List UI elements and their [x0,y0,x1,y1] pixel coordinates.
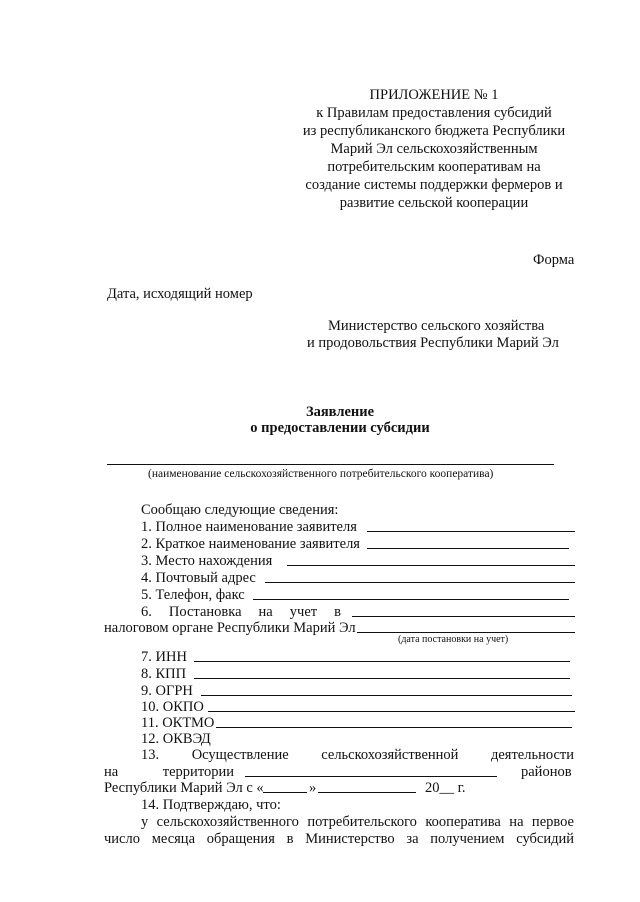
field-4-label: 4. Почтовый адрес [141,570,256,586]
field-12-label: 12. ОКВЭД [141,731,211,747]
field-6-label-a: 6. Постановка на учет в [141,604,341,620]
field-13-line-a: 13. Осуществление сельскохозяйственной деятельности [141,747,574,763]
appendix-header [290,86,578,212]
field-6-line-a[interactable] [352,616,575,617]
date-label: Дата, исходящий номер [107,286,253,302]
field-13-month-line[interactable] [318,792,416,793]
field-14-label: 14. Подтверждаю, что: [141,797,281,813]
addressee-line-2: и продовольствия Республики Марий Эл [307,335,559,351]
appendix-line-1: ПРИЛОЖЕНИЕ № 1 [369,87,499,103]
field-8-label: 8. КПП [141,666,187,682]
field-4-line[interactable] [265,582,575,583]
appendix-line-6: создание системы поддержки фермеров и [305,177,563,193]
field-3-line[interactable] [287,565,575,566]
paragraph-line-1: у сельскохозяйственного потребительского кооператива на первое [141,814,574,830]
appendix-line-3: из республиканского бюджета Республики [302,123,566,139]
field-11-line[interactable] [216,727,572,728]
field-13-day-line[interactable] [263,792,307,793]
title-line-1: Заявление [305,404,375,420]
appendix-line-7: развитие сельской кооперации [339,195,529,211]
field-10-line[interactable] [208,711,575,712]
field-2-label: 2. Краткое наименование заявителя [141,536,360,552]
appendix-line-2: к Правилам предоставления субсидий [316,105,552,121]
field-7-line[interactable] [194,661,570,662]
field-10-label: 10. ОКПО [141,699,204,715]
field-9-label: 9. ОГРН [141,683,193,699]
addressee-line-1: Министерство сельского хозяйства [328,318,545,334]
field-5-line[interactable] [253,599,569,600]
field-6-label-b: налоговом органе Республики Марий Эл [104,620,356,636]
field-13-label-c: Республики Марий Эл с « [104,780,264,796]
field-11-label: 11. ОКТМО [141,715,215,731]
field-1-label: 1. Полное наименование заявителя [141,519,357,535]
appendix-line-5: потребительским кооперативам на [327,159,541,175]
field-6-line-b[interactable] [357,632,575,633]
intro-text: Сообщаю следующие сведения: [141,502,339,518]
coop-name-caption: (наименование сельскохозяйственного потребительского кооператива) [148,468,494,480]
field-2-line[interactable] [367,548,569,549]
appendix-line-4: Марий Эл сельскохозяйственным [330,141,538,157]
field-13-territory-line[interactable] [245,776,497,777]
field-8-line[interactable] [194,678,570,679]
title-line-2: о предоставлении субсидии [250,420,430,436]
field-1-line[interactable] [367,531,575,532]
field-7-label: 7. ИНН [141,649,187,665]
paragraph-line-2: число месяца обращения в Министерство за получением субсидий [104,831,574,847]
field-13-quote-close: » [309,780,317,796]
field-13-districts: районов [521,764,572,780]
field-9-line[interactable] [201,695,572,696]
form-label: Форма [533,252,575,268]
coop-name-line[interactable] [107,464,554,465]
field-13-year: 20__ г. [425,780,466,796]
field-6-caption: (дата постановки на учет) [398,634,509,645]
field-13-label-b: на территории [104,764,234,780]
field-5-label: 5. Телефон, факс [141,587,245,603]
field-3-label: 3. Место нахождения [141,553,273,569]
